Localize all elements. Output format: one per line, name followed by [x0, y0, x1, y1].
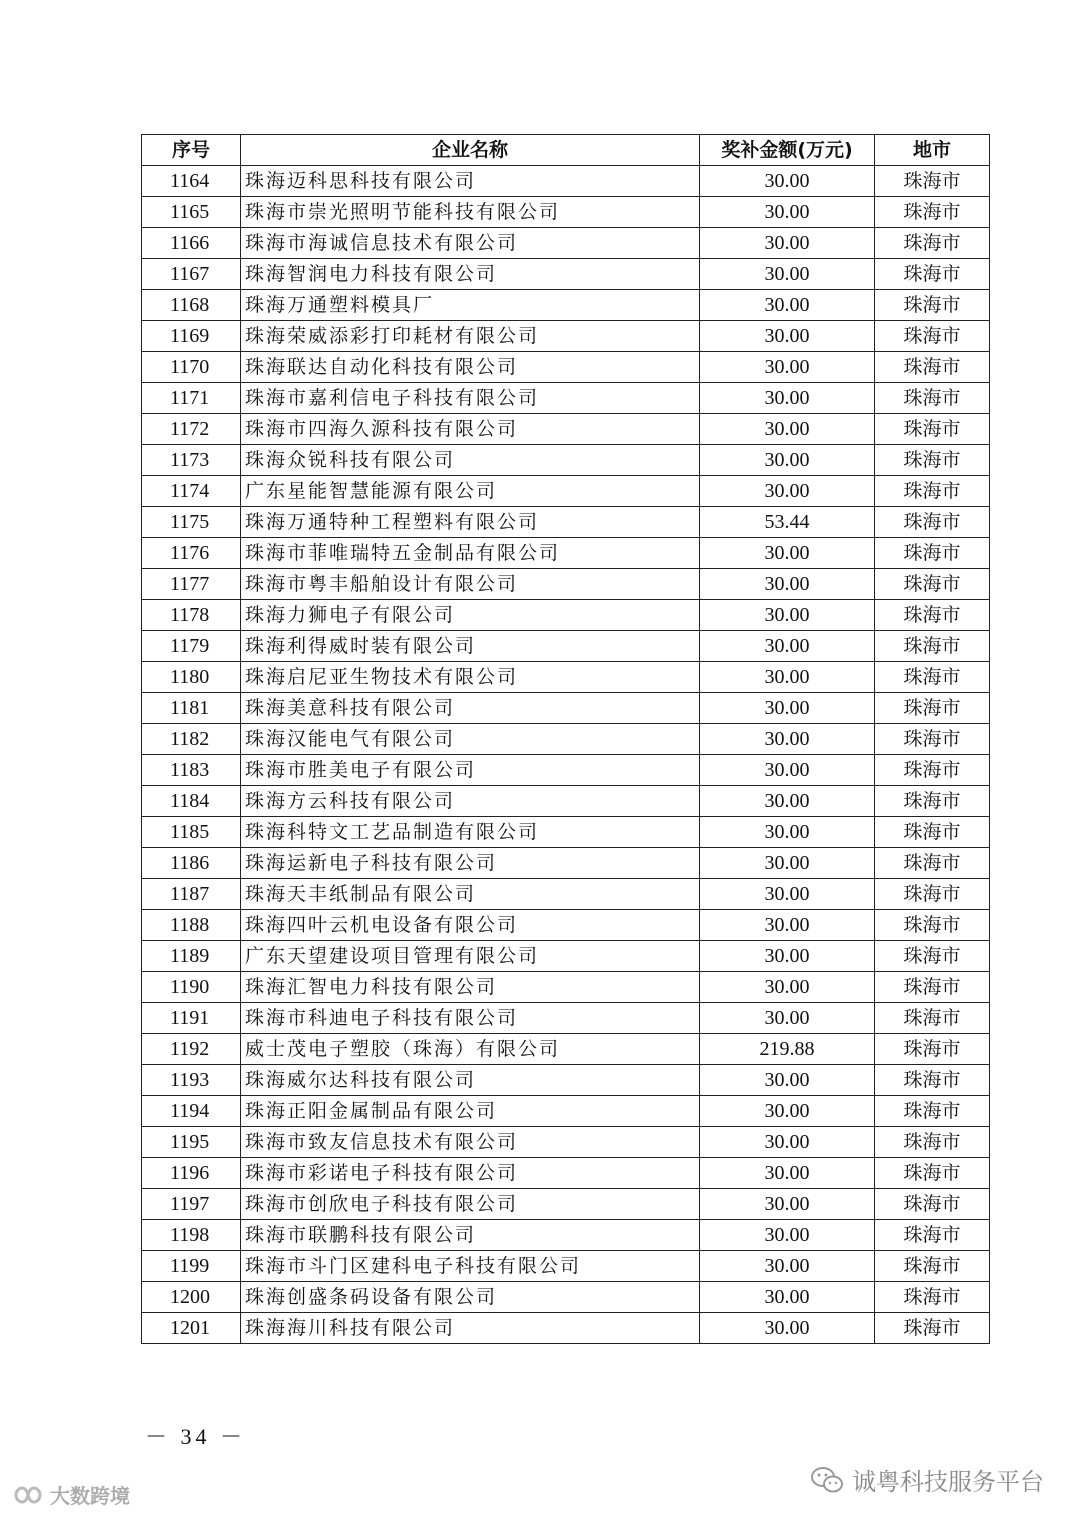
row-city: 珠海市: [875, 693, 990, 724]
row-amount: 30.00: [700, 755, 875, 786]
row-city: 珠海市: [875, 1158, 990, 1189]
row-city: 珠海市: [875, 910, 990, 941]
row-company-name: 珠海荣威添彩打印耗材有限公司: [241, 321, 700, 352]
row-seq: 1167: [142, 259, 241, 290]
row-company-name: 珠海万通塑料模具厂: [241, 290, 700, 321]
table-row: [142, 1251, 990, 1282]
header-seq: 序号: [142, 135, 241, 166]
row-city: 珠海市: [875, 1003, 990, 1034]
row-city: 珠海市: [875, 414, 990, 445]
table-row: [142, 848, 990, 879]
row-company-name: 珠海利得威时装有限公司: [241, 631, 700, 662]
row-seq: 1193: [142, 1065, 241, 1096]
row-amount: 30.00: [700, 1096, 875, 1127]
row-amount: 30.00: [700, 662, 875, 693]
row-city: 珠海市: [875, 290, 990, 321]
row-seq: 1173: [142, 445, 241, 476]
table-row: [142, 414, 990, 445]
table-row: [142, 445, 990, 476]
row-seq: 1174: [142, 476, 241, 507]
row-seq: 1195: [142, 1127, 241, 1158]
row-seq: 1168: [142, 290, 241, 321]
table-row: [142, 1189, 990, 1220]
row-amount: 30.00: [700, 1251, 875, 1282]
row-city: 珠海市: [875, 600, 990, 631]
row-company-name: 珠海正阳金属制品有限公司: [241, 1096, 700, 1127]
table-body: [142, 166, 990, 1344]
row-amount: 30.00: [700, 259, 875, 290]
row-amount: 30.00: [700, 910, 875, 941]
row-city: 珠海市: [875, 538, 990, 569]
row-amount: 30.00: [700, 1282, 875, 1313]
table-row: [142, 1003, 990, 1034]
table-header-row: [142, 135, 990, 166]
table-row: [142, 259, 990, 290]
row-amount: 30.00: [700, 321, 875, 352]
row-seq: 1176: [142, 538, 241, 569]
row-seq: 1188: [142, 910, 241, 941]
table-row: [142, 1313, 990, 1344]
table-row: [142, 197, 990, 228]
row-city: 珠海市: [875, 1282, 990, 1313]
row-seq: 1172: [142, 414, 241, 445]
row-amount: 30.00: [700, 724, 875, 755]
row-seq: 1187: [142, 879, 241, 910]
row-amount: 30.00: [700, 228, 875, 259]
row-amount: 30.00: [700, 166, 875, 197]
row-seq: 1192: [142, 1034, 241, 1065]
row-city: 珠海市: [875, 848, 990, 879]
row-company-name: 珠海市科迪电子科技有限公司: [241, 1003, 700, 1034]
row-amount: 30.00: [700, 1313, 875, 1344]
row-city: 珠海市: [875, 879, 990, 910]
row-seq: 1177: [142, 569, 241, 600]
row-amount: 30.00: [700, 848, 875, 879]
row-company-name: 珠海市崇光照明节能科技有限公司: [241, 197, 700, 228]
row-seq: 1194: [142, 1096, 241, 1127]
row-amount: 30.00: [700, 879, 875, 910]
table-row: [142, 476, 990, 507]
header-company: 企业名称: [241, 135, 700, 166]
row-amount: 30.00: [700, 1189, 875, 1220]
row-city: 珠海市: [875, 228, 990, 259]
row-amount: 30.00: [700, 352, 875, 383]
subsidy-table: [141, 134, 990, 1344]
table-row: [142, 724, 990, 755]
table-row: [142, 1127, 990, 1158]
table-row: [142, 600, 990, 631]
row-city: 珠海市: [875, 1313, 990, 1344]
row-amount: 30.00: [700, 538, 875, 569]
row-seq: 1166: [142, 228, 241, 259]
row-company-name: 珠海汉能电气有限公司: [241, 724, 700, 755]
row-city: 珠海市: [875, 1034, 990, 1065]
header-amount: 奖补金额(万元): [700, 135, 875, 166]
row-company-name: 珠海四叶云机电设备有限公司: [241, 910, 700, 941]
table-row: [142, 693, 990, 724]
row-city: 珠海市: [875, 352, 990, 383]
row-city: 珠海市: [875, 569, 990, 600]
table-row: [142, 631, 990, 662]
row-amount: 30.00: [700, 476, 875, 507]
wechat-icon: [810, 1465, 844, 1495]
watermark-left: [6, 1480, 130, 1509]
row-company-name: 珠海天丰纸制品有限公司: [241, 879, 700, 910]
table-row: [142, 321, 990, 352]
row-company-name: 珠海方云科技有限公司: [241, 786, 700, 817]
row-seq: 1165: [142, 197, 241, 228]
table-row: [142, 228, 990, 259]
watermark-left-text: 大数跨境: [50, 1484, 130, 1508]
row-city: 珠海市: [875, 817, 990, 848]
table-row: [142, 786, 990, 817]
row-city: 珠海市: [875, 1189, 990, 1220]
document-sheet: [141, 134, 989, 1344]
row-company-name: 珠海市斗门区建科电子科技有限公司: [241, 1251, 700, 1282]
row-city: 珠海市: [875, 786, 990, 817]
row-amount: 30.00: [700, 1003, 875, 1034]
row-seq: 1196: [142, 1158, 241, 1189]
table-row: [142, 383, 990, 414]
table-row: [142, 538, 990, 569]
row-amount: 30.00: [700, 941, 875, 972]
row-amount: 30.00: [700, 569, 875, 600]
row-seq: 1201: [142, 1313, 241, 1344]
row-company-name: 珠海市海诚信息技术有限公司: [241, 228, 700, 259]
row-city: 珠海市: [875, 941, 990, 972]
row-company-name: 广东天望建设项目管理有限公司: [241, 941, 700, 972]
row-city: 珠海市: [875, 259, 990, 290]
table-row: [142, 1034, 990, 1065]
table-row: [142, 941, 990, 972]
row-seq: 1189: [142, 941, 241, 972]
row-seq: 1181: [142, 693, 241, 724]
row-seq: 1198: [142, 1220, 241, 1251]
row-city: 珠海市: [875, 1220, 990, 1251]
row-company-name: 广东星能智慧能源有限公司: [241, 476, 700, 507]
row-seq: 1178: [142, 600, 241, 631]
row-city: 珠海市: [875, 972, 990, 1003]
row-company-name: 珠海市菲唯瑞特五金制品有限公司: [241, 538, 700, 569]
row-amount: 30.00: [700, 1127, 875, 1158]
row-company-name: 珠海联达自动化科技有限公司: [241, 352, 700, 383]
row-city: 珠海市: [875, 662, 990, 693]
table-row: [142, 1282, 990, 1313]
infinity-logo-icon: [6, 1483, 44, 1507]
row-city: 珠海市: [875, 724, 990, 755]
row-seq: 1184: [142, 786, 241, 817]
row-amount: 30.00: [700, 817, 875, 848]
row-amount: 30.00: [700, 414, 875, 445]
table-row: [142, 1158, 990, 1189]
table-row: [142, 569, 990, 600]
row-amount: 219.88: [700, 1034, 875, 1065]
row-company-name: 威士茂电子塑胶（珠海）有限公司: [241, 1034, 700, 1065]
header-city: 地市: [875, 135, 990, 166]
row-amount: 30.00: [700, 693, 875, 724]
row-seq: 1164: [142, 166, 241, 197]
row-company-name: 珠海汇智电力科技有限公司: [241, 972, 700, 1003]
row-seq: 1170: [142, 352, 241, 383]
row-city: 珠海市: [875, 1251, 990, 1282]
row-city: 珠海市: [875, 1096, 990, 1127]
row-city: 珠海市: [875, 755, 990, 786]
table-row: [142, 879, 990, 910]
table-row: [142, 1065, 990, 1096]
row-city: 珠海市: [875, 476, 990, 507]
row-seq: 1180: [142, 662, 241, 693]
row-company-name: 珠海市彩诺电子科技有限公司: [241, 1158, 700, 1189]
table-row: [142, 507, 990, 538]
row-company-name: 珠海美意科技有限公司: [241, 693, 700, 724]
row-company-name: 珠海智润电力科技有限公司: [241, 259, 700, 290]
row-seq: 1191: [142, 1003, 241, 1034]
row-city: 珠海市: [875, 1065, 990, 1096]
row-seq: 1200: [142, 1282, 241, 1313]
row-company-name: 珠海市四海久源科技有限公司: [241, 414, 700, 445]
row-seq: 1183: [142, 755, 241, 786]
row-company-name: 珠海众锐科技有限公司: [241, 445, 700, 476]
row-city: 珠海市: [875, 631, 990, 662]
row-company-name: 珠海市创欣电子科技有限公司: [241, 1189, 700, 1220]
row-amount: 30.00: [700, 1158, 875, 1189]
row-seq: 1179: [142, 631, 241, 662]
row-amount: 53.44: [700, 507, 875, 538]
row-company-name: 珠海海川科技有限公司: [241, 1313, 700, 1344]
row-amount: 30.00: [700, 1065, 875, 1096]
row-seq: 1185: [142, 817, 241, 848]
row-company-name: 珠海市联鹏科技有限公司: [241, 1220, 700, 1251]
row-company-name: 珠海市胜美电子有限公司: [241, 755, 700, 786]
table-row: [142, 817, 990, 848]
row-seq: 1171: [142, 383, 241, 414]
row-amount: 30.00: [700, 1220, 875, 1251]
row-amount: 30.00: [700, 786, 875, 817]
row-company-name: 珠海科特文工艺品制造有限公司: [241, 817, 700, 848]
row-company-name: 珠海创盛条码设备有限公司: [241, 1282, 700, 1313]
row-seq: 1190: [142, 972, 241, 1003]
table-row: [142, 662, 990, 693]
row-company-name: 珠海市致友信息技术有限公司: [241, 1127, 700, 1158]
row-city: 珠海市: [875, 445, 990, 476]
table-row: [142, 1096, 990, 1127]
row-seq: 1197: [142, 1189, 241, 1220]
row-amount: 30.00: [700, 972, 875, 1003]
row-company-name: 珠海启尼亚生物技术有限公司: [241, 662, 700, 693]
row-city: 珠海市: [875, 197, 990, 228]
row-company-name: 珠海威尔达科技有限公司: [241, 1065, 700, 1096]
row-amount: 30.00: [700, 383, 875, 414]
row-company-name: 珠海力狮电子有限公司: [241, 600, 700, 631]
row-seq: 1175: [142, 507, 241, 538]
table-row: [142, 166, 990, 197]
row-seq: 1199: [142, 1251, 241, 1282]
row-amount: 30.00: [700, 600, 875, 631]
row-city: 珠海市: [875, 507, 990, 538]
page-number: － 34 －: [145, 1424, 247, 1449]
row-company-name: 珠海市粤丰船舶设计有限公司: [241, 569, 700, 600]
row-company-name: 珠海运新电子科技有限公司: [241, 848, 700, 879]
row-amount: 30.00: [700, 445, 875, 476]
row-company-name: 珠海万通特种工程塑料有限公司: [241, 507, 700, 538]
table-row: [142, 352, 990, 383]
row-company-name: 珠海市嘉利信电子科技有限公司: [241, 383, 700, 414]
table-row: [142, 290, 990, 321]
row-amount: 30.00: [700, 290, 875, 321]
table-row: [142, 1220, 990, 1251]
row-city: 珠海市: [875, 166, 990, 197]
row-amount: 30.00: [700, 197, 875, 228]
row-city: 珠海市: [875, 1127, 990, 1158]
watermark-right-text: 诚粤科技服务平台: [852, 1468, 1044, 1496]
row-city: 珠海市: [875, 321, 990, 352]
watermark-right: [810, 1462, 1044, 1497]
row-seq: 1169: [142, 321, 241, 352]
table-row: [142, 910, 990, 941]
table-row: [142, 755, 990, 786]
row-amount: 30.00: [700, 631, 875, 662]
row-seq: 1186: [142, 848, 241, 879]
table-row: [142, 972, 990, 1003]
row-city: 珠海市: [875, 383, 990, 414]
row-company-name: 珠海迈科思科技有限公司: [241, 166, 700, 197]
row-seq: 1182: [142, 724, 241, 755]
